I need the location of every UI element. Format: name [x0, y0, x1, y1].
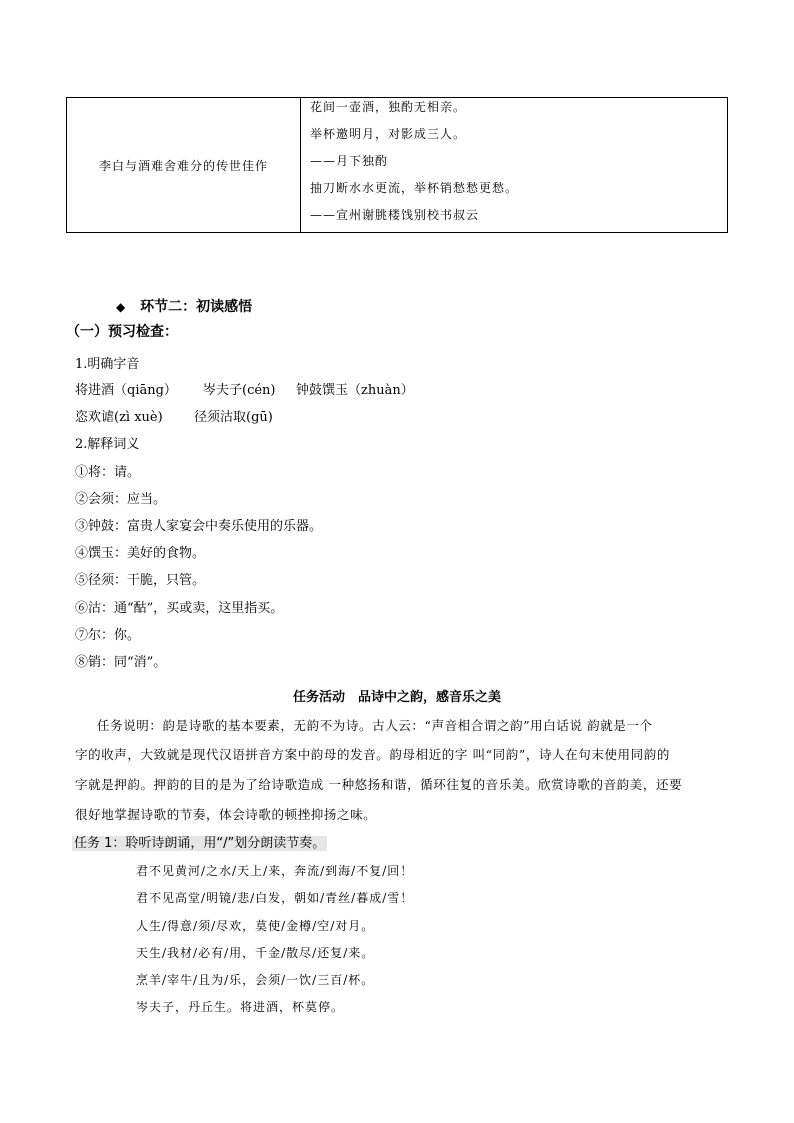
activity-desc-line: 字就是押韵。押韵的目的是为了给诗歌造成 一种悠扬和谐，循环往复的音乐美。欣赏诗歌的音韵美，还要 — [75, 777, 683, 792]
meaning-item: ①将：请。 — [75, 465, 141, 480]
poem-line: 天生/我材/必有/用，千金/散尽/还复/来。 — [136, 946, 375, 960]
table-left-cell — [67, 98, 301, 232]
activity-title: 任务活动 品诗中之韵，感音乐之美 — [292, 690, 501, 705]
table-left-text: 李白与酒难舍难分的传世佳作 — [98, 158, 268, 173]
pronunciation-heading: 1.明确字音 — [75, 357, 140, 372]
table-line: ——宣州谢朓楼饯别校书叔云 — [310, 208, 480, 222]
pronunciation-item: 将进酒（qiāng） — [75, 383, 177, 398]
pronunciation-item: 径须沽取(gū) — [194, 410, 273, 425]
meaning-item: ④馔玉：美好的食物。 — [75, 546, 206, 561]
meaning-item: ⑧销：同“消”。 — [75, 655, 167, 670]
poem-line: 人生/得意/须/尽欢，莫使/金樽/空/对月。 — [136, 919, 375, 933]
pronunciation-item: 恣欢谑(zì xuè) — [75, 410, 163, 425]
meaning-item: ⑥沽：通“酤”，买或卖，这里指买。 — [75, 601, 284, 616]
table-line: 举杯邀明月，对影成三人。 — [310, 127, 467, 141]
meaning-item: ⑦尔：你。 — [75, 628, 141, 643]
sub-section-title: （一）预习检查： — [66, 324, 178, 340]
activity-desc-line: 很好地掌握诗歌的节奏，体会诗歌的顿挫抑扬之味。 — [75, 807, 377, 822]
meaning-item: ⑤径须：干脆，只管。 — [75, 573, 206, 588]
table-line: 抽刀断水水更流，举杯销愁愁更愁。 — [310, 181, 519, 195]
meanings-heading: 2.解释词义 — [75, 437, 140, 452]
table-line: 花间一壶酒，独酌无相亲。 — [310, 100, 467, 114]
section-title: 环节二：初读感悟 — [140, 299, 253, 315]
task1-instruction — [72, 832, 327, 851]
pronunciation-item: 钟鼓馔玉（zhuàn） — [296, 383, 414, 398]
section-header — [116, 296, 252, 316]
meaning-item: ③钟鼓：富贵人家宴会中奏乐使用的乐器。 — [75, 519, 323, 534]
poem-line: 君不见黄河/之水/天上/来，奔流/到海/不复/回！ — [136, 864, 414, 878]
poem-line: 岑夫子，丹丘生。将进酒，杯莫停。 — [136, 1000, 345, 1014]
poem-line: 君不见高堂/明镜/悲/白发，朝如/青丝/暮成/雪！ — [136, 891, 414, 905]
poem-line: 烹羊/宰牛/且为/乐，会须/一饮/三百/杯。 — [136, 973, 375, 987]
pronunciation-item: 岑夫子(cén) — [203, 383, 276, 398]
task1-text: 任务 1：聆听诗朗诵，用“/”划分朗读节奏。 — [74, 836, 326, 851]
diamond-bullet-icon: ◆ — [116, 300, 126, 314]
activity-desc-line: 字的收声，大致就是现代汉语拼音方案中韵母的发音。韵母相近的字 叫“同韵”，诗人在句末使用同韵的 — [75, 747, 670, 762]
table-line: ——月下独酌 — [310, 154, 389, 168]
meaning-item: ②会须：应当。 — [75, 492, 167, 507]
activity-desc-line: 任务说明：韵是诗歌的基本要素，无韵不为诗。古人云：“声音相合谓之韵”用白话说 韵就是一个 — [97, 718, 653, 733]
